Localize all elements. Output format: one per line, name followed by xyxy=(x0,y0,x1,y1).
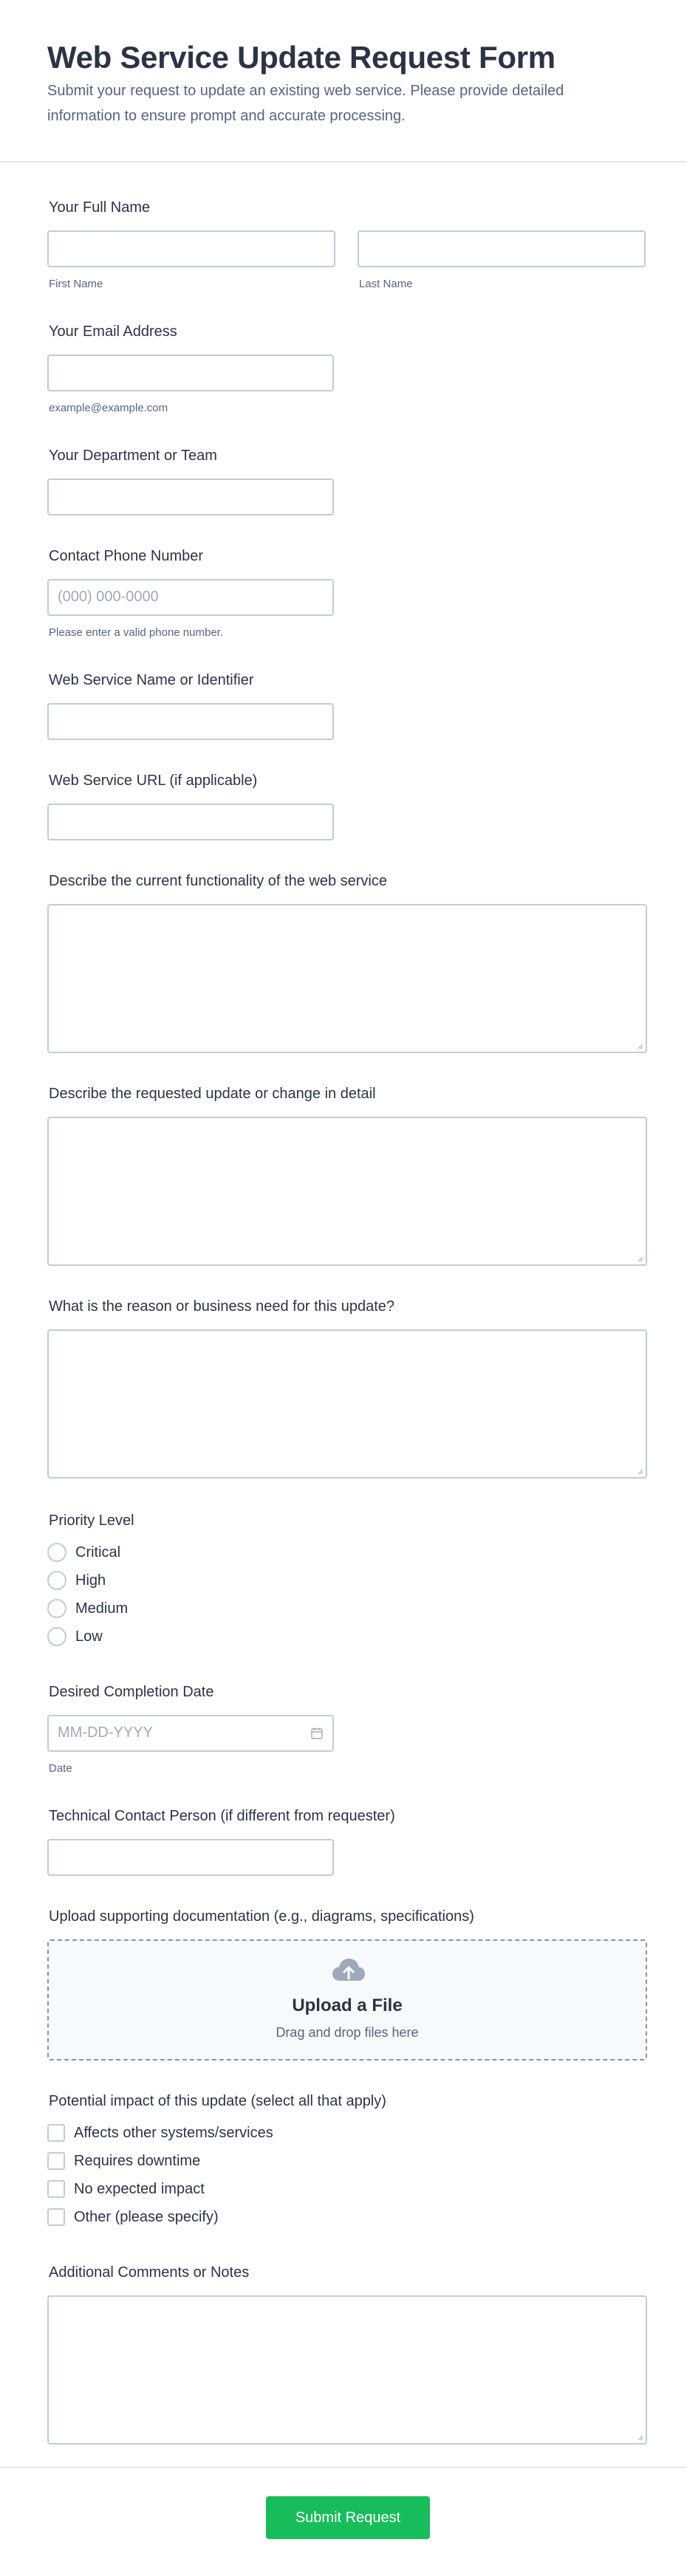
priority-option-label: High xyxy=(75,1572,106,1589)
full-name-label: Your Full Name xyxy=(49,199,151,216)
form-header xyxy=(0,0,687,162)
resize-grip-icon[interactable] xyxy=(636,2433,643,2441)
completion-date-label: Desired Completion Date xyxy=(49,1684,214,1700)
priority-option-low[interactable] xyxy=(47,1626,103,1647)
first-name-input[interactable] xyxy=(47,230,335,267)
department-input[interactable] xyxy=(47,479,334,515)
first-name-sublabel: First Name xyxy=(49,278,103,290)
upload-label: Upload supporting documentation (e.g., diagrams, specifications) xyxy=(49,1908,474,1925)
priority-option-label: Critical xyxy=(75,1544,121,1561)
service-name-label: Web Service Name or Identifier xyxy=(49,672,254,688)
technical-contact-label: Technical Contact Person (if different from requester) xyxy=(49,1808,395,1824)
file-upload-dropzone[interactable] xyxy=(47,1939,647,2061)
upload-subtitle: Drag and drop files here xyxy=(276,2025,419,2040)
priority-option-label: Medium xyxy=(75,1600,129,1617)
email-sublabel: example@example.com xyxy=(49,402,168,414)
phone-sublabel: Please enter a valid phone number. xyxy=(49,626,223,639)
comments-label: Additional Comments or Notes xyxy=(49,2264,250,2281)
completion-date-input[interactable] xyxy=(47,1715,334,1752)
comments-textarea[interactable] xyxy=(47,2295,647,2445)
impact-label: Potential impact of this update (select all that apply) xyxy=(49,2093,386,2109)
department-label: Your Department or Team xyxy=(49,448,217,464)
impact-option-other[interactable] xyxy=(47,2207,219,2227)
checkbox[interactable] xyxy=(47,2208,65,2226)
resize-grip-icon[interactable] xyxy=(636,1467,643,1475)
current-functionality-textarea[interactable] xyxy=(47,904,647,1053)
submit-button[interactable]: Submit Request xyxy=(266,2496,430,2539)
radio-button[interactable] xyxy=(47,1571,66,1590)
priority-option-medium[interactable] xyxy=(47,1598,128,1619)
service-url-input[interactable] xyxy=(47,804,334,840)
cloud-upload-icon xyxy=(331,1956,366,1985)
radio-button[interactable] xyxy=(47,1627,66,1646)
email-input[interactable] xyxy=(47,354,334,391)
form-title: Web Service Update Request Form xyxy=(47,40,556,75)
service-url-label: Web Service URL (if applicable) xyxy=(49,773,258,789)
completion-date-sublabel: Date xyxy=(49,1762,72,1775)
resize-grip-icon[interactable] xyxy=(636,1255,643,1262)
current-functionality-label: Describe the current functionality of the web service xyxy=(49,873,387,889)
impact-option-label: Other (please specify) xyxy=(74,2208,219,2225)
resize-grip-icon[interactable] xyxy=(636,1042,643,1049)
impact-option-no-expected-impact[interactable] xyxy=(47,2179,205,2199)
checkbox[interactable] xyxy=(47,2180,65,2198)
calendar-icon[interactable] xyxy=(310,1727,324,1740)
phone-input[interactable] xyxy=(47,579,334,616)
priority-option-high[interactable] xyxy=(47,1570,106,1591)
phone-label: Contact Phone Number xyxy=(49,548,204,564)
email-label: Your Email Address xyxy=(49,323,177,340)
impact-option-affects-other-systems[interactable] xyxy=(47,2123,273,2143)
checkbox[interactable] xyxy=(47,2124,65,2142)
impact-option-label: No expected impact xyxy=(74,2180,205,2197)
phone-placeholder: (000) 000-0000 xyxy=(58,589,159,605)
form-subtitle: Submit your request to update an existing web service. Please provide detailed information to ensure prompt and accurate processing. xyxy=(47,83,564,124)
priority-label: Priority Level xyxy=(49,1513,134,1529)
radio-button[interactable] xyxy=(47,1599,66,1618)
upload-title: Upload a File xyxy=(292,1996,403,2015)
requested-update-textarea[interactable] xyxy=(47,1117,647,1266)
last-name-sublabel: Last Name xyxy=(359,278,413,290)
impact-option-requires-downtime[interactable] xyxy=(47,2151,200,2171)
priority-option-label: Low xyxy=(75,1628,103,1645)
impact-option-label: Requires downtime xyxy=(74,2152,201,2169)
business-need-label: What is the reason or business need for this update? xyxy=(49,1298,395,1315)
date-placeholder: MM-DD-YYYY xyxy=(58,1724,153,1741)
last-name-input[interactable] xyxy=(358,230,646,267)
requested-update-label: Describe the requested update or change in detail xyxy=(49,1086,376,1102)
business-need-textarea[interactable] xyxy=(47,1329,647,1479)
priority-option-critical[interactable] xyxy=(47,1542,120,1563)
footer-divider xyxy=(0,2467,687,2468)
impact-option-label: Affects other systems/services xyxy=(74,2124,273,2141)
service-name-input[interactable] xyxy=(47,703,334,740)
radio-button[interactable] xyxy=(47,1543,66,1562)
technical-contact-input[interactable] xyxy=(47,1839,334,1876)
checkbox[interactable] xyxy=(47,2152,65,2170)
